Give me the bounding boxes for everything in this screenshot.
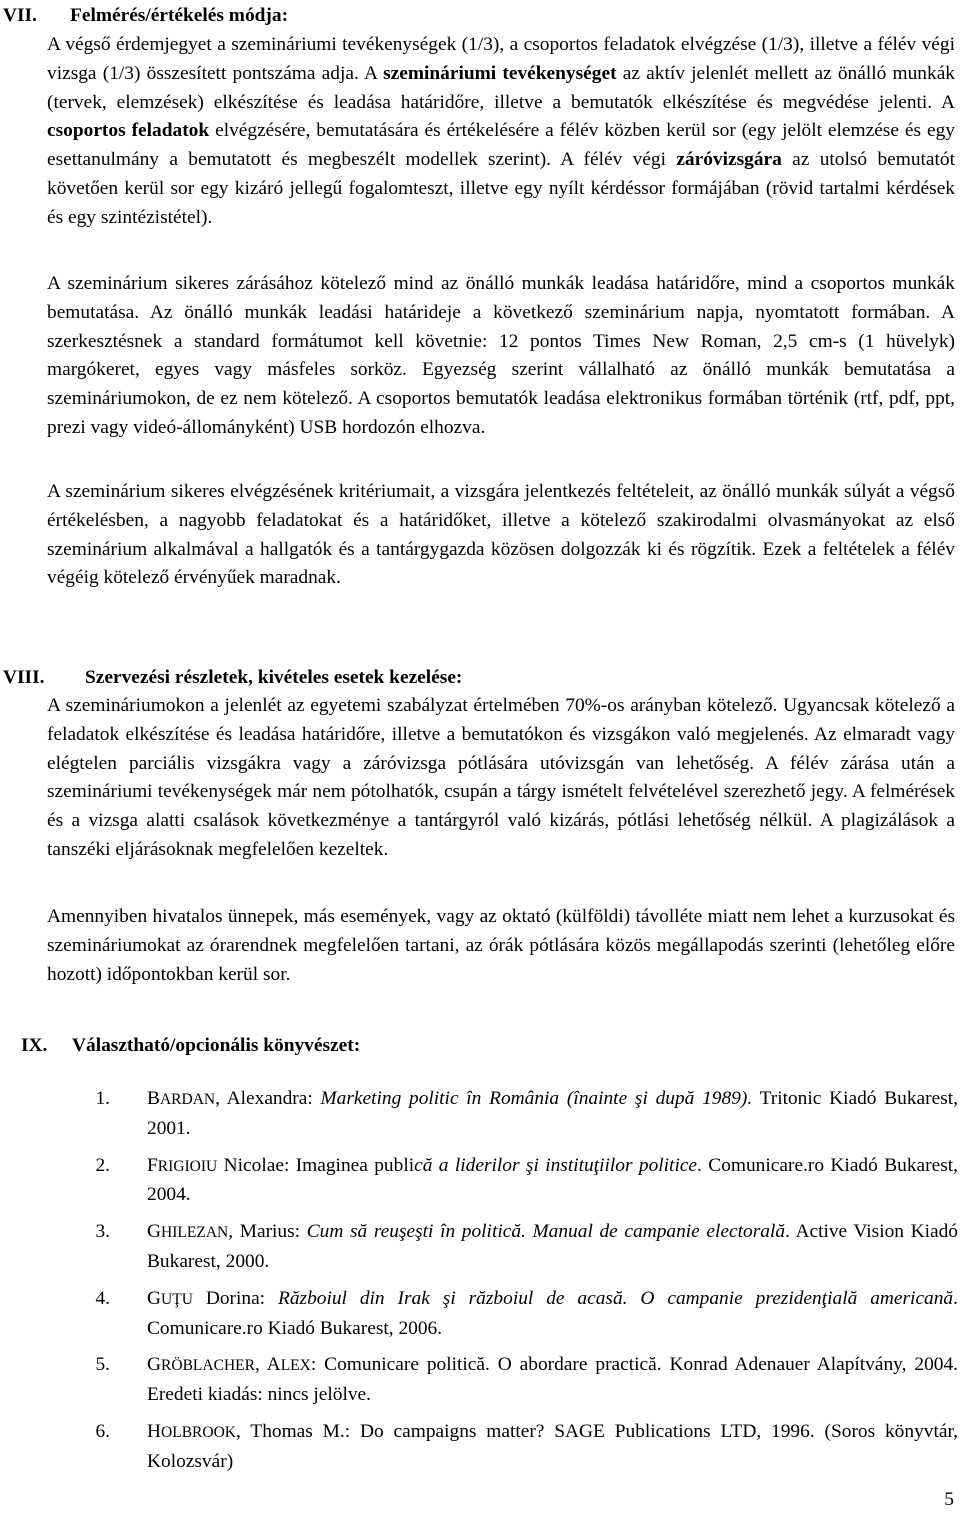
author-rest: , A (254, 1354, 281, 1376)
bibliography-item (70, 1218, 958, 1277)
publication-info: . Active Vision Kiadó Bukarest, 2000. (147, 1221, 959, 1272)
bold-term: záróvizsgára (676, 149, 782, 171)
author-smallcaps: LEX (280, 1357, 311, 1375)
author-smallcaps: RIGIOIU (157, 1157, 218, 1175)
item-number: 5. (95, 1354, 110, 1376)
text-run: az aktív jelenlét mellett az önálló munkák (tervek, elemzések) elkészítése és leadása határidőre, illetve a bemutatók elkészítése és megvédése jelenti. A (47, 62, 955, 113)
section-8-number: VIII. (3, 667, 45, 688)
page-number: 5 (944, 1489, 954, 1510)
author-smallcaps: ARDAN (159, 1091, 216, 1108)
publication-info: Comunicare politică. O abordare practică. Konrad Adenauer Alapítvány, 2004. Eredeti kiadás: nincs jelölve. (147, 1354, 958, 1406)
section-8-paragraph-2: Amennyiben hivatalos ünnepek, más események, vagy az oktató (külföldi) távolléte miatt nem lehet a kurzusokat és szemináriumokat az órarendnek megfelelően tartani, az órák pótlására közös megállapodás szerinti (lehetőleg előre hozott) időpontokban kerül sor. (47, 906, 955, 985)
item-number: 4. (95, 1287, 110, 1309)
book-title: Războiul din Irak şi războiul de acasă. O campanie prezidenţială americană (277, 1287, 954, 1309)
book-title: Cum să reuşeşti în politică. Manual de campanie electorală (306, 1221, 786, 1243)
author-initial: G (147, 1221, 162, 1243)
bibliography-item (70, 1152, 958, 1211)
author-rest: , Alexandra: (215, 1088, 321, 1109)
section-7-paragraph-1 (47, 31, 955, 233)
text-run: elvégzésére, bemutatására és értékelésére a félév közben kerül sor (egy jelölt elemzése és egy esettanulmány a bemutatott és megbeszélt modellek szerint). A félév végi (47, 120, 955, 171)
author-smallcaps: UŢU (161, 1290, 193, 1308)
section-7-title: Felmérés/értékelés módja: (70, 5, 289, 26)
author-smallcaps: OLBROOK (161, 1423, 237, 1441)
author-rest: , Thomas M.: (236, 1420, 360, 1442)
item-number: 3. (95, 1221, 110, 1243)
item-number: 6. (95, 1420, 110, 1442)
publication-info: Do campaigns matter? SAGE Publications LTD, 1996. (Soros könyvtár, Kolozsvár) (147, 1420, 958, 1472)
section-9-number: IX. (21, 1035, 48, 1056)
author-smallcaps: RÖBLACHER (161, 1357, 255, 1375)
bibliography-item (70, 1418, 958, 1477)
section-7-paragraph-2: A szeminárium sikeres zárásához kötelező mind az önálló munkák leadása határidőre, mind a csoportos munkák bemutatása. Az önálló munkák leadási határideje a következő szeminárium napja, nyomtatott formában. A szerkesztésnek a standard formátumot kell követnie: 12 pontos Times New Roman, 2,5 cm-s (1 hüvelyk) margókeret, egyes vagy másfeles sorköz. Egyezség szerint vállalható az önálló munkák bemutatása a szemináriumokon, de ez nem kötelező. A csoportos bemutatók leadása elektronikus formában történik (rtf, pdf, ppt, prezi vagy videó-állományként) USB hordozón elhozva. (47, 273, 955, 438)
section-8-heading (3, 664, 462, 693)
bibliography-list (70, 1085, 958, 1477)
section-9-title: Választható/opcionális könyvészet: (72, 1035, 361, 1056)
author-initial: G (147, 1354, 162, 1376)
author-initial: B (147, 1088, 160, 1109)
author-rest: , Marius: (228, 1221, 307, 1243)
section-7-paragraph-3: A szeminárium sikeres elvégzésének kritériumait, a vizsgára jelentkezés feltételeit, az önálló munkák súlyát a végső értékelésben, a nagyobb feladatokat és a határidőket, illetve a kötelező szakirodalmi olvasmányokat az első szeminárium alkalmával a hallgatók és a tantárgygazda közösen dolgozzák ki és rögzítik. Ezek a feltételek a félév végéig kötelező érvényűek maradnak. (47, 481, 955, 589)
book-title: că a liderilor şi instituţiilor politice (414, 1154, 698, 1176)
author-initial: F (147, 1154, 158, 1176)
bibliography-item (70, 1351, 958, 1410)
section-7-number: VII. (3, 5, 37, 26)
text-run: A végső érdemjegyet a szemináriumi tevékenységek (1/3), a csoportos feladatok elvégzése (1/3), illetve a félév végi vizsga (1/3) összesített pontszáma adja. A (47, 34, 955, 84)
section-8-title: Szervezési részletek, kivételes esetek kezelése: (85, 667, 463, 688)
section-8-paragraph-1: A szemináriumokon a jelenlét az egyetemi szabályzat értelmében 70%-os arányban kötelező. Ugyancsak kötelező a feladatok elkészítése és leadása határidőre, illetve a bemutatókon és vizsgákon való megjelenés. Az elmaradt vagy elégtelen parciális vizsgákra vagy a záróvizsga pótlására utóvizsgán van lehetőség. A félév zárása után a szemináriumi tevékenységek már nem pótolhatók, csupán a tárgy ismételt felvételével szerezhető jegy. A felmérések és a vizsga alatti csalások következménye a tantárgyról való kizárás, pótlási lehetőség nélkül. A plagizálások a tanszéki eljárásoknak megfelelően kezeltek. (47, 695, 955, 860)
section-7-heading (3, 2, 288, 31)
publication-info: . Comunicare.ro Kiadó Bukarest, 2004. (147, 1154, 958, 1206)
author-initial: H (147, 1420, 162, 1442)
author-rest: : (310, 1354, 325, 1376)
item-number: 1. (95, 1088, 110, 1109)
author-initial: G (147, 1287, 162, 1309)
bibliography-item (70, 1285, 958, 1344)
book-title: Marketing politic în România (înainte şi după 1989). (320, 1088, 753, 1109)
bibliography-item (70, 1085, 958, 1144)
author-smallcaps: HILEZAN (161, 1224, 229, 1242)
bold-term: csoportos feladatok (47, 120, 210, 142)
author-rest: Dorina: (192, 1287, 278, 1309)
section-9-heading (21, 1032, 360, 1061)
publication-info: Tritonic Kiadó Bukarest, 2001. (147, 1088, 958, 1139)
author-rest: Nicolae: Imaginea publi (217, 1154, 415, 1176)
bold-term: szemináriumi tevékenységet (383, 62, 617, 84)
publication-info: . Comunicare.ro Kiadó Bukarest, 2006. (147, 1287, 958, 1339)
text-run: az utolsó bemutatót követően kerül sor egy kizáró jellegű fogalomteszt, illetve egy nyílt kérdéssor formájában (rövid tartalmi kérdések és egy szintézistétel). (47, 149, 955, 228)
item-number: 2. (95, 1154, 110, 1176)
